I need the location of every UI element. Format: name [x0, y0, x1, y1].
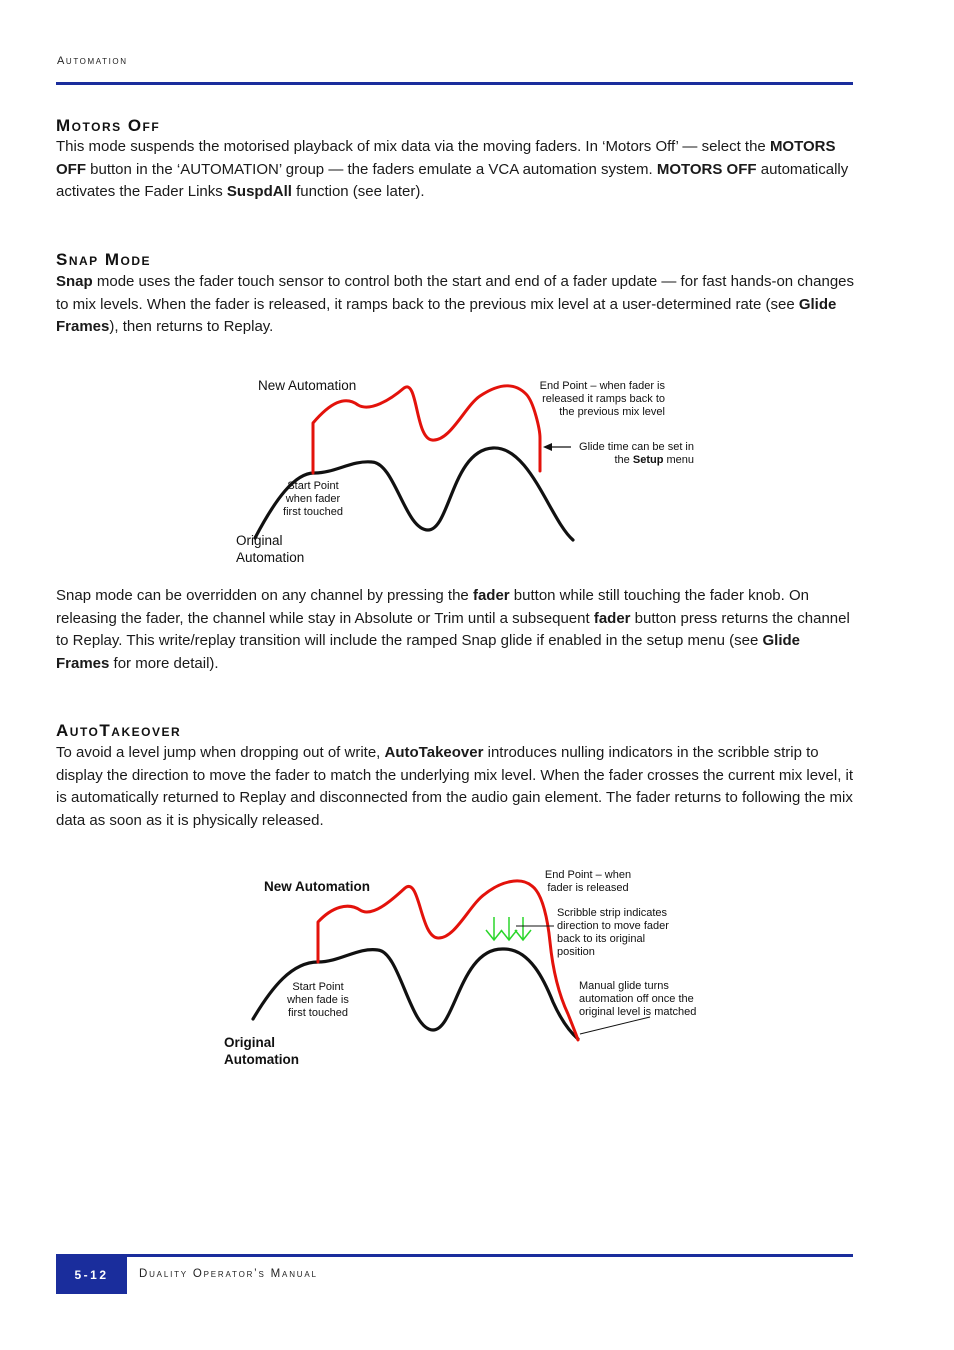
heading-autotakeover: AutoTakeover	[56, 721, 182, 740]
label-new-automation: New Automation	[264, 879, 370, 894]
snap-mode-curves	[0, 370, 954, 570]
label-scribble-strip: Scribble strip indicates direction to move fader back to its original position	[557, 907, 669, 958]
footer-manual-title: Duality Operator’s Manual	[139, 1268, 318, 1280]
snap-mode-paragraph-1: Snap mode uses the fader touch sensor to control both the start and end of a fader update — for fast hands-on changes to mix levels. When the fader is released, it ramps back to the previous mix level at a user-determined rate (see Glide Frames), then returns to Replay.	[56, 273, 855, 335]
label-glide-time: Glide time can be set in the Setup menu	[579, 441, 694, 466]
autotakeover-diagram	[0, 862, 954, 1072]
label-start-point: Start Point when fade is first touched	[287, 981, 349, 1019]
snap-mode-diagram	[0, 370, 954, 570]
manual-glide-pointer-line	[580, 1017, 650, 1034]
label-original-automation: Original Automation	[224, 1035, 299, 1067]
scribble-indicator-arrows	[486, 917, 531, 940]
heading-motors-off: Motors Off	[56, 116, 161, 135]
autotakeover-paragraph: To avoid a level jump when dropping out of write, AutoTakeover introduces nulling indicators in the scribble strip to display the direction to move the fader to match the underlying mix level. When the fader crosses the current mix level, it is automatically returned to Replay and disconnected from the audio gain element. The fader returns to following the mix data as soon as it is physically released.	[56, 744, 854, 829]
footer-rule	[56, 1254, 853, 1257]
motors-off-paragraph: This mode suspends the motorised playback of mix data via the moving faders. In ‘Motors Off’ — select the MOTORS OFF button in the ‘AUTOMATION’ group — the faders emulate a VCA automation system. MOTORS OFF automatically activates the Fader Links SuspdAll function (see later).	[56, 138, 849, 200]
running-header: Automation	[57, 55, 128, 67]
label-original-automation: Original Automation	[236, 533, 305, 565]
header-rule	[56, 82, 853, 85]
snap-mode-paragraph-2: Snap mode can be overridden on any channel by pressing the fader button while still touching the fader knob. On releasing the fader, the channel while stay in Absolute or Trim until a subsequent fader button press returns the channel to Replay. This write/replay transition will include the ramped Snap glide if enabled in the setup menu (see Glide Frames for more detail).	[56, 587, 850, 672]
label-new-automation: New Automation	[258, 378, 357, 393]
label-end-point: End Point – when fader is released	[544, 869, 632, 894]
label-end-point: End Point – when fader is released it ramps back to the previous mix level	[539, 380, 665, 418]
heading-snap-mode: Snap Mode	[56, 250, 152, 269]
page-number: 5-12	[56, 1257, 127, 1294]
label-manual-glide: Manual glide turns automation off once the original level is matched	[579, 980, 697, 1018]
autotakeover-curves	[0, 862, 954, 1072]
label-start-point: Start Point when fader first touched	[283, 480, 343, 518]
